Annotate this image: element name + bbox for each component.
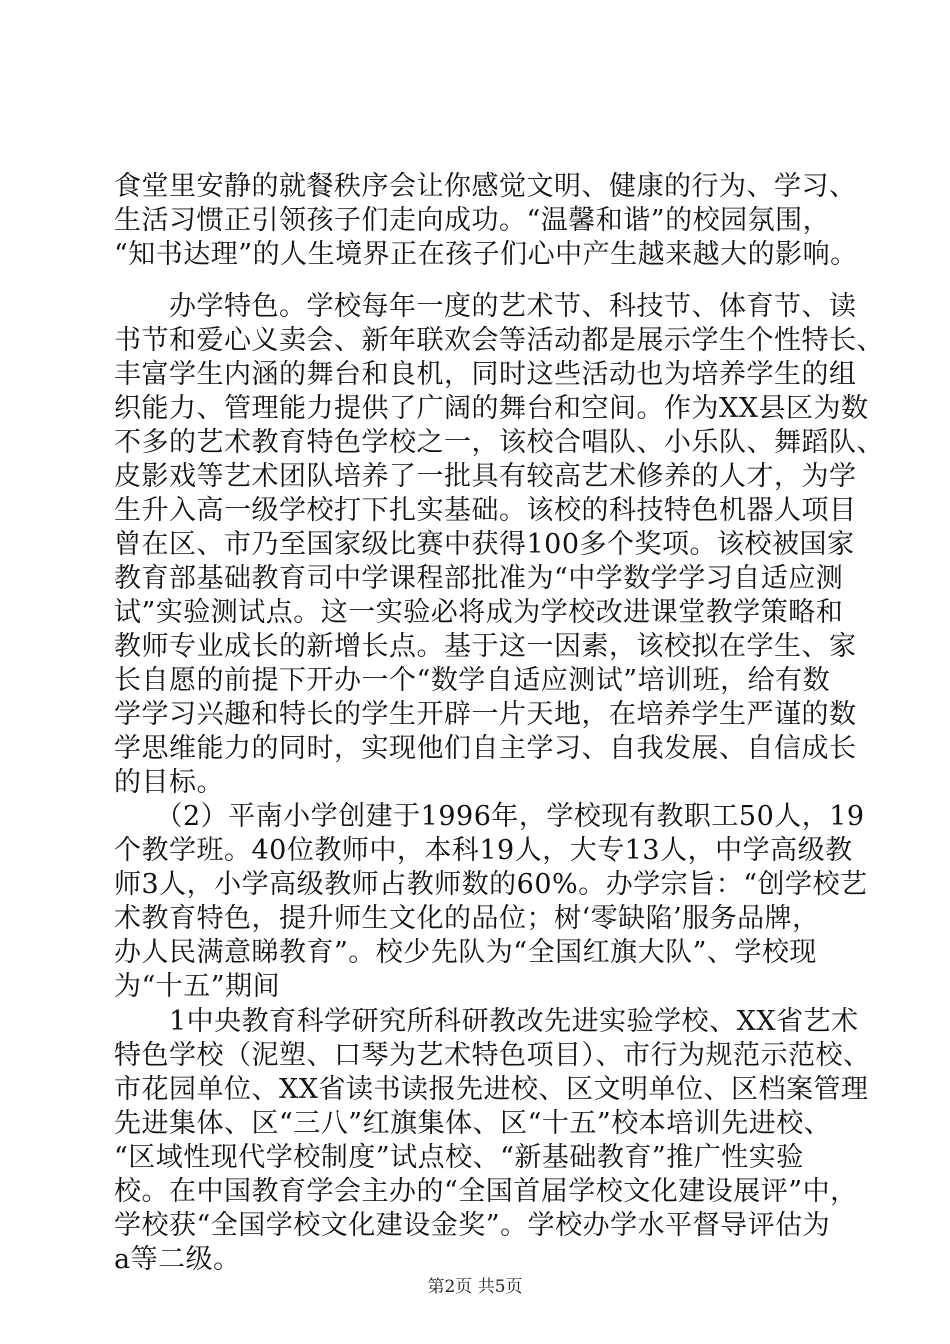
text-line: 食堂里安静的就餐秩序会让你感觉文明、健康的行为、学习、 <box>114 171 857 202</box>
text-line: 办人民满意睇教育”。校少先队为“全国红旗大队”、学校现 <box>114 937 817 968</box>
text-line: 校。在中国教育学会主办的“全国首届学校文化建设展评”中， <box>114 1176 858 1207</box>
text-line: 试”实验测试点。这一实验必将成为学校改进课堂教学策略和 <box>114 597 844 628</box>
text-line: 丰富学生内涵的舞台和良机，同时这些活动也为培养学生的组 <box>114 359 857 390</box>
text-line: 长自愿的前提下开办一个“数学自适应测试”培训班，给有数 <box>114 665 831 696</box>
text-line: “知书达理”的人生境界正在孩子们心中产生越来越大的影响。 <box>114 239 858 270</box>
text-line: 教育部基础教育司中学课程部批准为“中学数学学习自适应测 <box>114 563 844 594</box>
text-line: 生升入高一级学校打下扎实基础。该校的科技特色机器人项目 <box>114 495 857 526</box>
text-line: 术教育特色，提升师生文化的品位；树‘零缺陷’服务品牌， <box>114 903 820 934</box>
text-line: 生活习惯正引领孩子们走向成功。“温馨和谐”的校园氛围， <box>114 205 831 236</box>
text-line: 先进集体、区“三八”红旗集体、区“十五”校本培训先进校、 <box>114 1108 832 1139</box>
paragraph-honors <box>114 1005 871 1277</box>
text-line: 的目标。 <box>114 767 224 798</box>
text-line: 1中央教育科学研究所科研教改先进实验学校、XX省艺术 <box>114 1006 859 1037</box>
text-line: 教师专业成长的新增长点。基于这一因素，该校拟在学生、家 <box>114 631 857 662</box>
text-line: a等二级。 <box>114 1244 241 1275</box>
text-line: 个教学班。40位教师中，本科19人，大专13人，中学高级教 <box>114 835 853 866</box>
text-line: 织能力、管理能力提供了广阔的舞台和空间。作为XX县区为数 <box>114 393 869 424</box>
paragraph-school-features <box>114 290 884 800</box>
text-line: 书节和爱心义卖会、新年联欢会等活动都是展示学生个性特长、 <box>114 325 884 356</box>
text-line: 曾在区、市乃至国家级比赛中获得100多个奖项。该校被国家 <box>114 529 855 560</box>
paragraph-pingnan-school <box>114 800 868 1004</box>
paragraph-cafeteria <box>114 170 858 272</box>
text-line: 学校获“全国学校文化建设金奖”。学校办学水平督导评估为 <box>114 1210 831 1241</box>
text-line: 市花园单位、XX省读书读报先进校、区文明单位、区档案管理 <box>114 1074 869 1105</box>
text-line: 为“十五”期间 <box>114 971 281 1002</box>
text-line: （2）平南小学创建于1996年，学校现有教职工50人，19 <box>114 801 865 832</box>
text-line: 学思维能力的同时，实现他们自主学习、自我发展、自信成长 <box>114 733 857 764</box>
text-line: 特色学校（泥塑、口琴为艺术特色项目）、市行为规范示范校、 <box>114 1040 871 1071</box>
text-line: 皮影戏等艺术团队培养了一批具有较高艺术修养的人才，为学 <box>114 461 857 492</box>
text-line: 师3人，小学高级教师占教师数的60%。办学宗旨：“创学校艺 <box>114 869 868 900</box>
text-line: 不多的艺术教育特色学校之一，该校合唱队、小乐队、舞蹈队、 <box>114 427 884 458</box>
text-line: “区域性现代学校制度”试点校、“新基础教育”推广性实验 <box>114 1142 804 1173</box>
text-line: 学学习兴趣和特长的学生开辟一片天地，在培养学生严谨的数 <box>114 699 857 730</box>
page-number-footer: 第2页 共5页 <box>427 1277 523 1297</box>
text-line: 办学特色。学校每年一度的艺术节、科技节、体育节、读 <box>114 291 857 322</box>
